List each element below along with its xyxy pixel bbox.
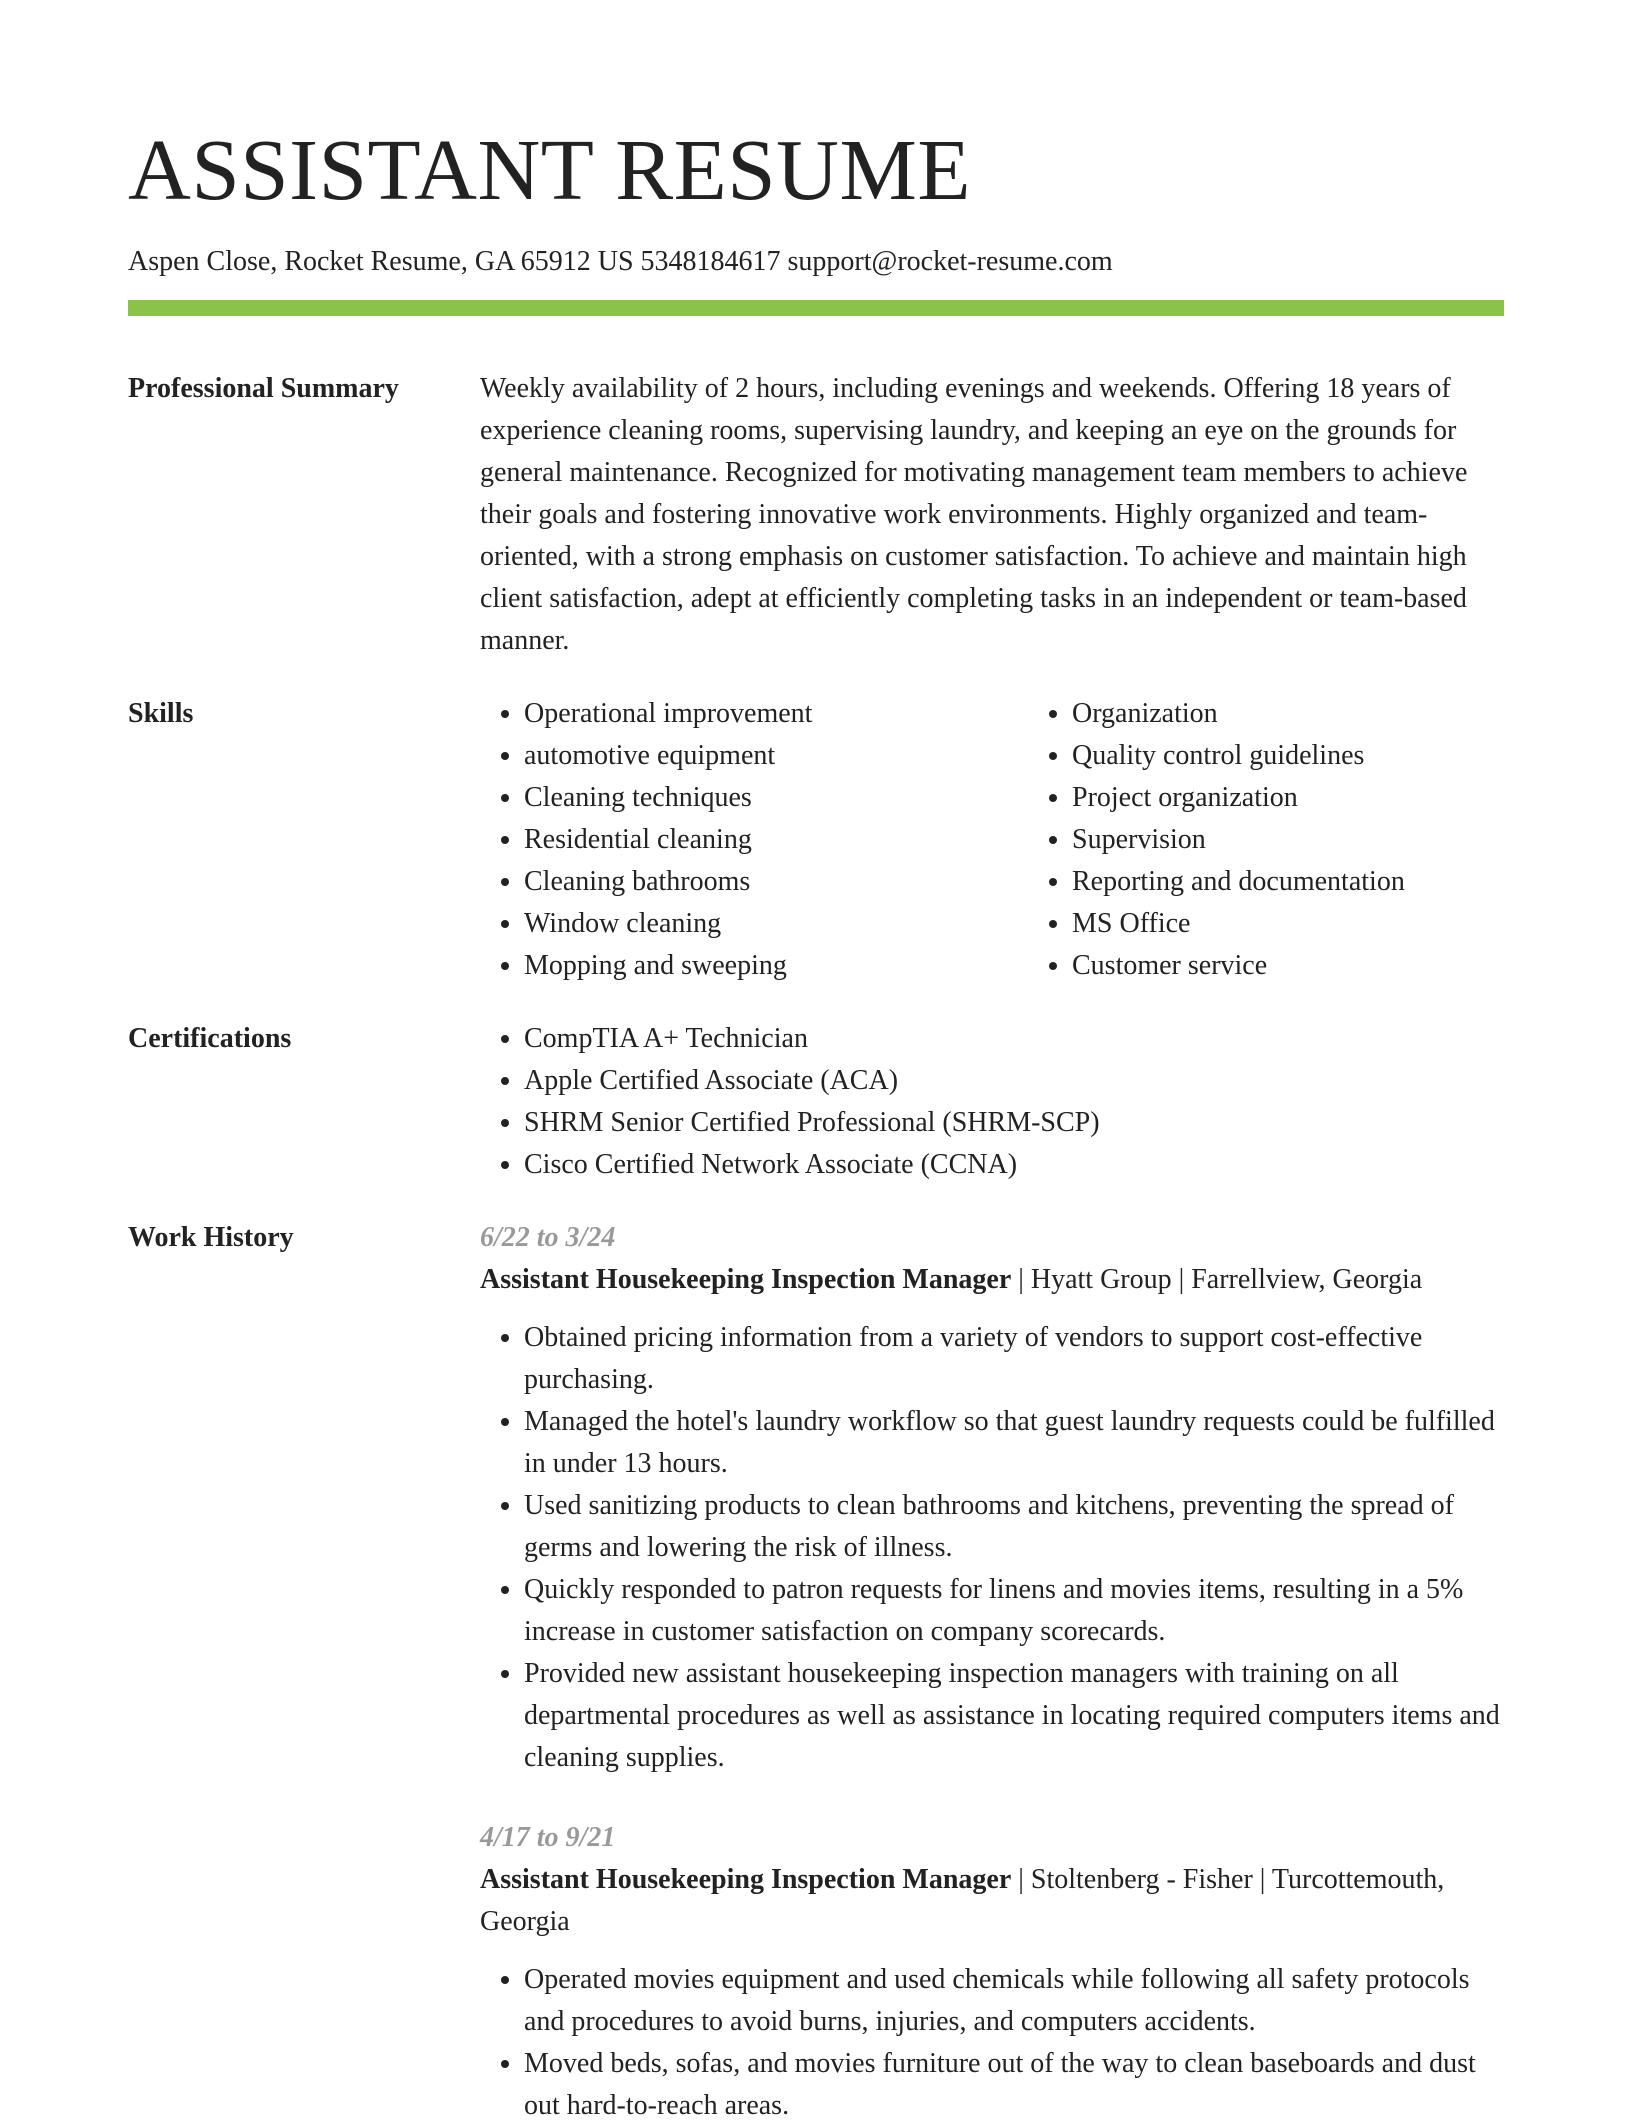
skill-item: • Window cleaning bbox=[524, 903, 1028, 945]
job-entry bbox=[480, 1817, 1504, 2127]
summary-text: Weekly availability of 2 hours, including evenings and weekends. Offering 18 years of experience cleaning rooms, supervising laundry, and keeping an eye on the grounds for general maintenance. Recognized for motivating management team members to achieve their goals and fostering innovative work environments. Highly organized and team-oriented, with a strong emphasis on customer satisfaction. To achieve and maintain high client satisfaction, adept at efficiently completing tasks in an independent or team-based manner. bbox=[480, 373, 1468, 656]
skill-item: • automotive equipment bbox=[524, 735, 1028, 777]
job-bullet: • Used sanitizing products to clean bathrooms and kitchens, preventing the spread of germs and lowering the risk of illness. bbox=[524, 1485, 1504, 1569]
certification-item: • Cisco Certified Network Associate (CCNA) bbox=[524, 1144, 1504, 1186]
skill-item: • Cleaning techniques bbox=[524, 777, 1028, 819]
work-history-heading: Work History bbox=[128, 1222, 294, 1253]
skill-item: • Operational improvement bbox=[524, 693, 1028, 735]
summary-heading: Professional Summary bbox=[128, 373, 399, 404]
certifications-section bbox=[128, 1018, 1504, 1186]
job-bullet: • Managed the hotel's laundry workflow so that guest laundry requests could be fulfilled in under 13 hours. bbox=[524, 1401, 1504, 1485]
skill-item: • Mopping and sweeping bbox=[524, 945, 1028, 987]
skill-item: • Customer service bbox=[1072, 945, 1576, 987]
job-details: | Hyatt Group | Farrellview, Georgia bbox=[1011, 1264, 1423, 1295]
certification-item: • CompTIA A+ Technician bbox=[524, 1018, 1504, 1060]
skill-item: • MS Office bbox=[1072, 903, 1576, 945]
skill-item: • Quality control guidelines bbox=[1072, 735, 1576, 777]
skill-item: • Residential cleaning bbox=[524, 819, 1028, 861]
job-bullet: • Provided new assistant housekeeping inspection managers with training on all departmental procedures as well as assistance in locating required computers items and cleaning supplies. bbox=[524, 1653, 1504, 1779]
skill-item: • Reporting and documentation bbox=[1072, 861, 1576, 903]
job-bullet-list bbox=[480, 1959, 1504, 2127]
job-date: 4/17 to 9/21 bbox=[480, 1822, 616, 1853]
skills-section bbox=[128, 693, 1504, 987]
certifications-list bbox=[480, 1018, 1504, 1186]
skills-list-right bbox=[1028, 693, 1576, 987]
job-title: Assistant Housekeeping Inspection Manager bbox=[480, 1864, 1012, 1895]
job-entry bbox=[480, 1217, 1504, 1779]
skills-heading: Skills bbox=[128, 698, 194, 729]
skill-item: • Project organization bbox=[1072, 777, 1576, 819]
job-bullet: • Operated movies equipment and used chemicals while following all safety protocols and procedures to avoid burns, injuries, and computers accidents. bbox=[524, 1959, 1504, 2043]
resume-name: ASSISTANT RESUME bbox=[128, 121, 971, 218]
skill-item: • Organization bbox=[1072, 693, 1576, 735]
certification-item: • SHRM Senior Certified Professional (SHRM-SCP) bbox=[524, 1102, 1504, 1144]
job-details: | Stoltenberg - Fisher | Turcottemouth, Georgia bbox=[480, 1864, 1445, 1937]
job-bullet: • Moved beds, sofas, and movies furniture out of the way to clean baseboards and dust out hard-to-reach areas. bbox=[524, 2043, 1504, 2127]
resume-page bbox=[128, 0, 1504, 2127]
job-date: 6/22 to 3/24 bbox=[480, 1222, 616, 1253]
contact-line: Aspen Close, Rocket Resume, GA 65912 US 5348184617 support@rocket-resume.com bbox=[128, 246, 1113, 277]
certification-item: • Apple Certified Associate (ACA) bbox=[524, 1060, 1504, 1102]
skill-item: • Supervision bbox=[1072, 819, 1576, 861]
skill-item: • Cleaning bathrooms bbox=[524, 861, 1028, 903]
work-history-section bbox=[128, 1217, 1504, 2127]
summary-section bbox=[128, 368, 1504, 662]
skills-list-left bbox=[480, 693, 1028, 987]
job-header bbox=[480, 1259, 1504, 1301]
accent-divider bbox=[128, 300, 1504, 316]
job-bullet-list bbox=[480, 1317, 1504, 1779]
job-bullet: • Obtained pricing information from a variety of vendors to support cost-effective purchasing. bbox=[524, 1317, 1504, 1401]
job-title: Assistant Housekeeping Inspection Manager bbox=[480, 1264, 1012, 1295]
certifications-heading: Certifications bbox=[128, 1023, 292, 1054]
job-bullet: • Quickly responded to patron requests for linens and movies items, resulting in a 5% increase in customer satisfaction on company scorecards. bbox=[524, 1569, 1504, 1653]
job-header bbox=[480, 1859, 1504, 1943]
